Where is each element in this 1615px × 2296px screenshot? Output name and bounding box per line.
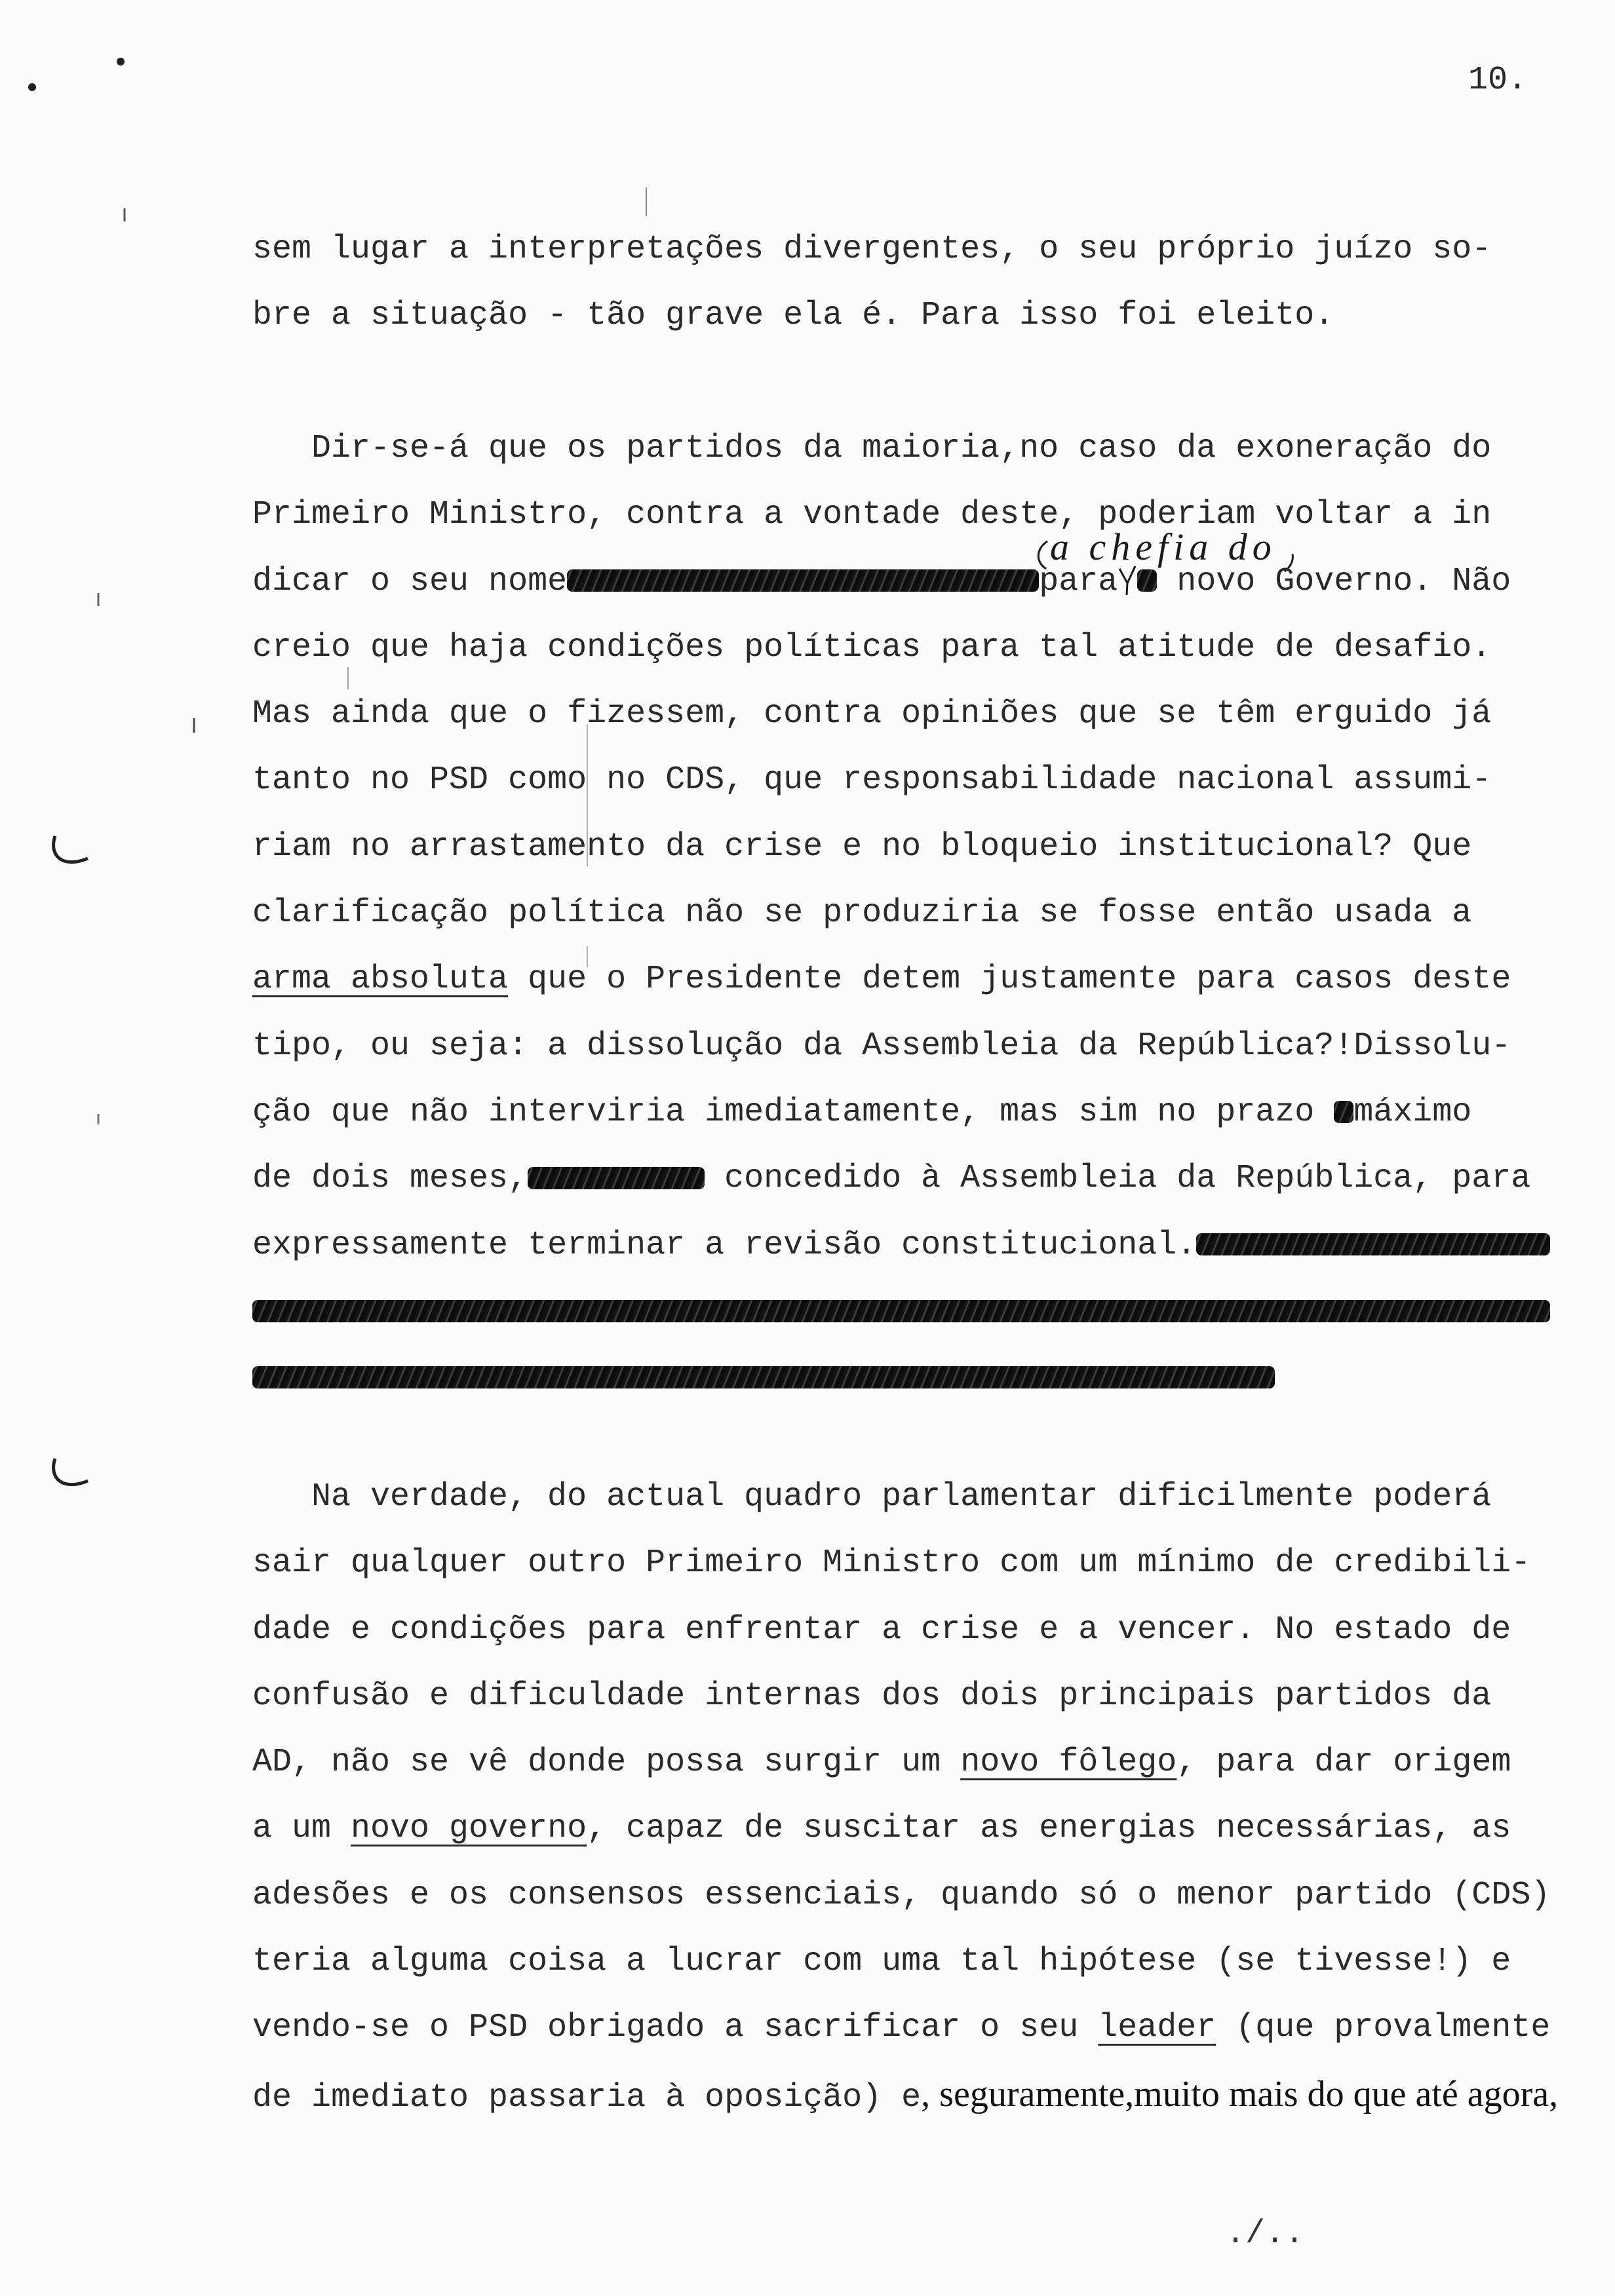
added-text-segment: , seguramente,muito mais do que até agora,	[921, 2073, 1559, 2114]
underlined-phrase: novo governo	[351, 1810, 587, 1848]
text-line: creio que haja condições políticas para tal atitude de desafio.	[252, 628, 1492, 666]
punch-hole-mark	[54, 836, 88, 862]
text-line: dade e condições para enfrentar a crise e a vencer. No estado de	[252, 1611, 1511, 1649]
text-segment: , capaz de suscitar as energias necessárias, as	[587, 1810, 1511, 1848]
text-segment: (que provalmente	[1216, 2009, 1551, 2047]
struck-out-line	[252, 1278, 1550, 1345]
text-segment: , para dar origem	[1177, 1744, 1511, 1782]
text-segment: dicar o seu nome	[252, 562, 568, 600]
handwritten-insertion: a chefia do	[1050, 526, 1277, 568]
struck-out-text	[1334, 1101, 1353, 1123]
text-segment: de dois meses,	[252, 1160, 528, 1198]
text-line	[252, 1079, 1550, 1145]
continuation-mark: ./..	[1226, 2215, 1305, 2253]
text-line: Primeiro Ministro, contra a vontade deste, poderiam voltar a in	[252, 496, 1492, 534]
underlined-phrase: arma absoluta	[252, 961, 509, 999]
paragraph-1	[252, 216, 1491, 349]
text-segment: para	[1039, 562, 1118, 600]
underlined-phrase: novo fôlego	[960, 1744, 1177, 1782]
struck-out-text	[528, 1167, 705, 1189]
text-segment: de imediato passaria à oposição) e	[252, 2078, 922, 2116]
text-line	[252, 2061, 1558, 2128]
text-line: Dir-se-á que os partidos da maioria,no caso da exoneração do	[311, 430, 1492, 467]
text-segment: vendo-se o PSD obrigado a sacrificar o seu	[252, 2009, 1099, 2047]
caret-icon	[1118, 561, 1137, 600]
punch-hole-mark	[54, 1459, 88, 1485]
text-line: adesões e os consensos essenciais, quando só o menor partido (CDS)	[252, 1876, 1551, 1914]
text-segment: máximo	[1353, 1093, 1472, 1131]
paragraph-2	[252, 415, 1550, 1411]
insertion-caret-mark	[1118, 561, 1137, 600]
text-line: riam no arrastamento da crise e no bloqueio institucional? Que	[252, 828, 1472, 866]
text-line: bre a situação - tão grave ela é. Para isso foi eleito.	[252, 297, 1334, 335]
text-segment: a um	[252, 1810, 351, 1848]
text-line: sair qualquer outro Primeiro Ministro com um mínimo de credibili-	[252, 1544, 1531, 1582]
text-line: clarificação política não se produziria se fosse então usada a	[252, 894, 1472, 932]
text-line	[252, 548, 1550, 615]
text-segment: ção que não interviria imediatamente, mas sim no prazo	[252, 1093, 1334, 1131]
struck-out-text	[252, 1366, 1275, 1388]
text-segment: expressamente terminar a revisão constitucional.	[252, 1226, 1197, 1264]
struck-out-text	[1137, 569, 1157, 592]
text-line: Mas ainda que o fizessem, contra opiniões que se têm erguido já	[252, 695, 1492, 733]
underlined-phrase: leader	[1098, 2009, 1216, 2047]
text-line: teria alguma coisa a lucrar com uma tal hipótese (se tivesse!) e	[252, 1943, 1511, 1981]
page-number: 10.	[1468, 62, 1528, 99]
text-line	[252, 946, 1550, 1012]
text-line	[252, 1995, 1558, 2061]
margin-dot	[28, 83, 36, 91]
text-line: Na verdade, do actual quadro parlamentar dificilmente poderá	[311, 1478, 1492, 1516]
text-line: tanto no PSD como no CDS, que responsabilidade nacional assumi-	[252, 761, 1492, 799]
text-segment: que o Presidente detem justamente para casos deste	[508, 961, 1511, 999]
margin-dot	[117, 58, 125, 66]
text-segment: concedido à Assembleia da República, para	[705, 1160, 1531, 1198]
paragraph-3	[252, 1464, 1558, 2128]
text-line	[252, 1729, 1558, 1795]
struck-out-text	[1196, 1233, 1550, 1255]
text-line	[252, 1145, 1550, 1212]
struck-out-line	[252, 1345, 1550, 1411]
text-line	[252, 1795, 1558, 1862]
struck-out-text	[252, 1300, 1550, 1322]
struck-out-text	[567, 569, 1039, 592]
text-line: sem lugar a interpretações divergentes, o seu próprio juízo so-	[252, 231, 1492, 268]
text-line	[252, 1212, 1550, 1278]
text-segment: AD, não se vê donde possa surgir um	[252, 1744, 961, 1782]
text-line: tipo, ou seja: a dissolução da Assembleia da República?!Dissolu-	[252, 1027, 1511, 1065]
text-segment: novo Governo. Não	[1157, 562, 1511, 600]
text-line: confusão e dificuldade internas dos dois principais partidos da	[252, 1677, 1492, 1715]
